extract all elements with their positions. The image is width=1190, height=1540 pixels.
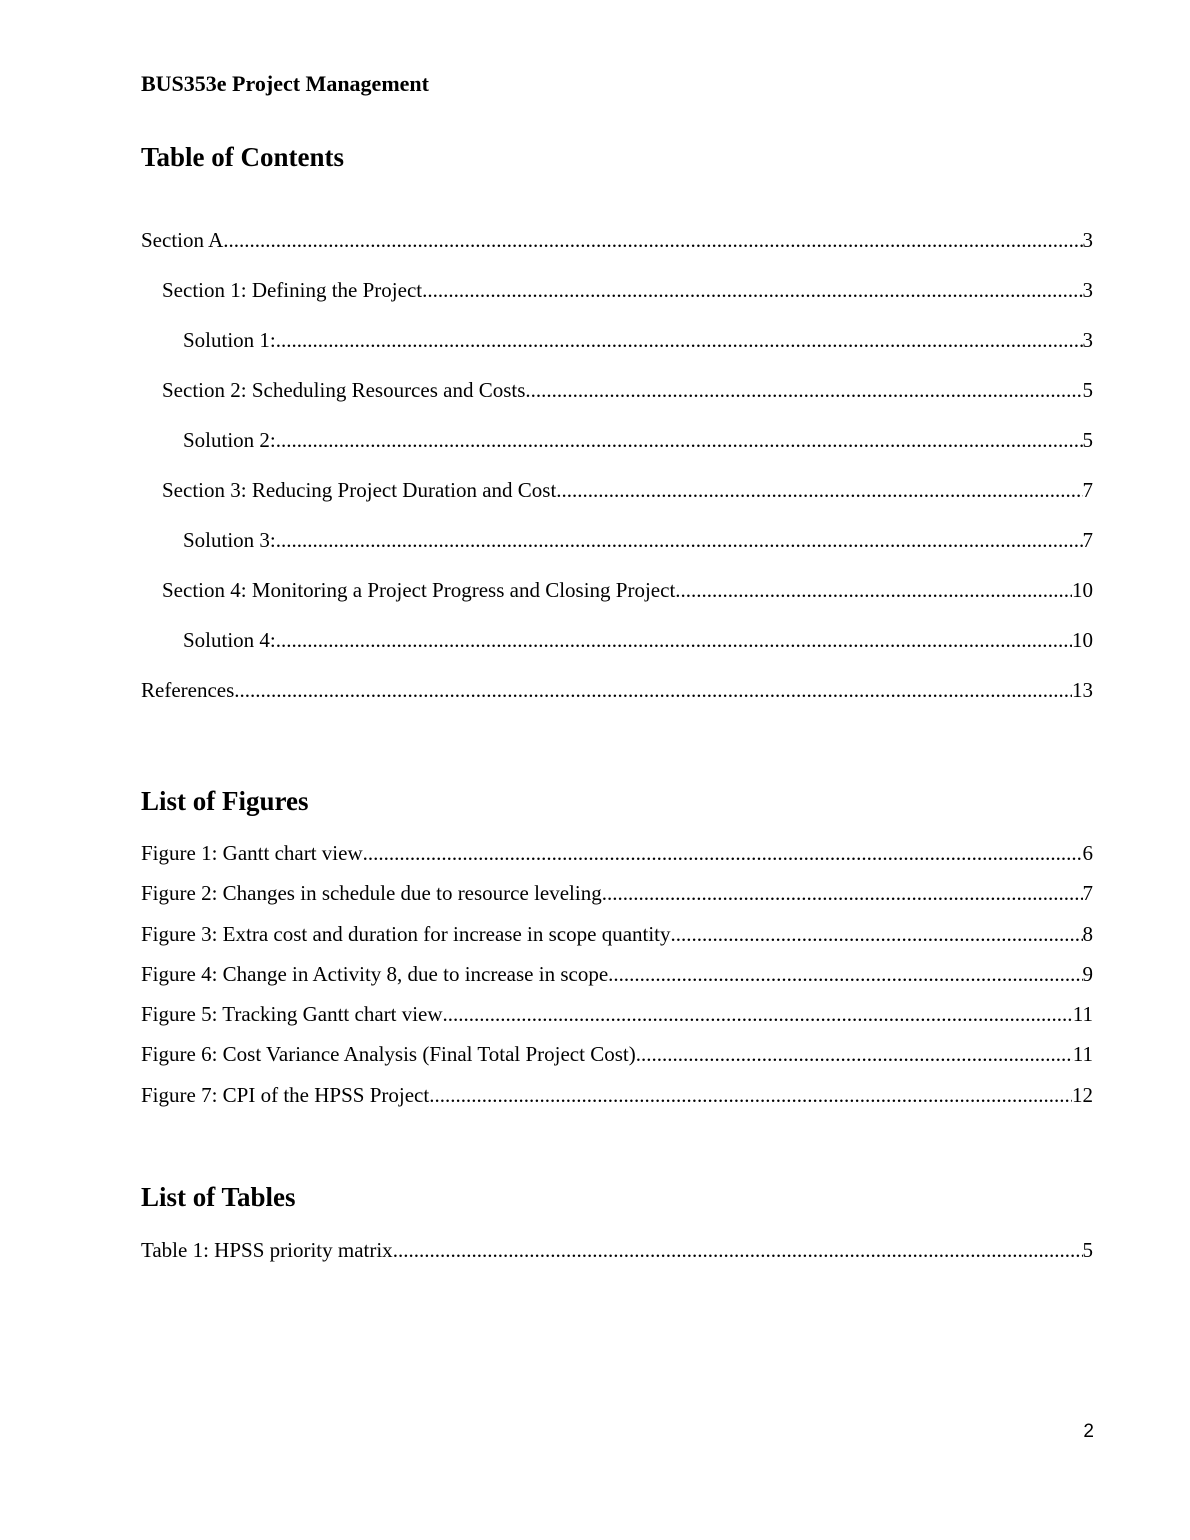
figure-entry-3[interactable]	[141, 921, 1093, 961]
dot-leader	[422, 277, 1082, 303]
toc-entry-page: 3	[1082, 278, 1093, 302]
toc-entry-page: 7	[1082, 528, 1093, 552]
figures-heading: List of Figures	[141, 786, 309, 816]
toc-entry-solution-4[interactable]	[141, 627, 1093, 677]
dot-leader	[276, 527, 1083, 553]
dot-leader	[675, 577, 1072, 603]
toc-entry-label: Solution 1:	[183, 328, 276, 352]
figure-entry-7[interactable]	[141, 1082, 1093, 1122]
toc-entry-label: Section 2: Scheduling Resources and Costs	[162, 378, 526, 402]
figure-entry-2[interactable]	[141, 880, 1093, 920]
toc-entry-page: 10	[1072, 578, 1093, 602]
dot-leader	[223, 227, 1082, 253]
toc-entry-section-a[interactable]	[141, 227, 1093, 277]
figure-entry-label: Figure 4: Change in Activity 8, due to increase in scope	[141, 961, 609, 986]
dot-leader	[363, 840, 1083, 866]
toc-entry-references[interactable]	[141, 677, 1093, 727]
toc-entry-label: Solution 3:	[183, 528, 276, 552]
toc-entry-label: References	[141, 678, 235, 702]
table-entry-label: Table 1: HPSS priority matrix	[141, 1238, 393, 1262]
figure-entry-1[interactable]	[141, 840, 1093, 880]
dot-leader	[276, 627, 1072, 653]
figure-entry-label: Figure 6: Cost Variance Analysis (Final Total Project Cost)	[141, 1042, 636, 1067]
figure-entry-label: Figure 2: Changes in schedule due to resource leveling	[141, 881, 602, 906]
toc-entry-label: Solution 2:	[183, 428, 276, 452]
toc-list	[141, 227, 1093, 727]
figure-entry-page: 12	[1072, 1082, 1093, 1107]
toc-entry-page: 3	[1082, 228, 1093, 252]
figure-entry-page: 6	[1082, 841, 1093, 865]
toc-entry-label: Section 1: Defining the Project	[162, 278, 423, 302]
toc-entry-solution-3[interactable]	[141, 527, 1093, 577]
dot-leader	[429, 1082, 1072, 1108]
dot-leader	[276, 427, 1083, 453]
figure-entry-6[interactable]	[141, 1041, 1093, 1081]
figure-entry-label: Figure 3: Extra cost and duration for increase in scope quantity	[141, 921, 671, 946]
toc-entry-solution-2[interactable]	[141, 427, 1093, 477]
toc-entry-section-1[interactable]	[141, 277, 1093, 327]
toc-entry-label: Solution 4:	[183, 628, 276, 652]
tables-list	[141, 1237, 1093, 1277]
toc-entry-page: 10	[1072, 628, 1093, 652]
toc-entry-label: Section 4: Monitoring a Project Progress and Closing Project	[162, 578, 676, 602]
dot-leader	[525, 377, 1082, 403]
dot-leader	[671, 921, 1083, 947]
toc-entry-section-2[interactable]	[141, 377, 1093, 427]
dot-leader	[393, 1237, 1083, 1263]
table-entry-page: 5	[1082, 1238, 1093, 1262]
toc-entry-section-3[interactable]	[141, 477, 1093, 527]
table-entry-1[interactable]	[141, 1237, 1093, 1277]
toc-entry-page: 3	[1082, 328, 1093, 352]
figure-entry-page: 8	[1082, 921, 1093, 946]
figure-entry-label: Figure 1: Gantt chart view	[141, 841, 363, 865]
toc-entry-page: 5	[1082, 378, 1093, 402]
figure-entry-page: 9	[1082, 961, 1093, 986]
dot-leader	[602, 880, 1083, 906]
toc-entry-label: Section 3: Reducing Project Duration and Cost	[162, 478, 557, 502]
toc-entry-page: 7	[1082, 478, 1093, 502]
figure-entry-label: Figure 5: Tracking Gantt chart view	[141, 1002, 443, 1027]
toc-entry-label: Section A	[141, 228, 224, 252]
toc-entry-section-4[interactable]	[141, 577, 1093, 627]
toc-entry-page: 13	[1072, 678, 1093, 702]
figure-entry-4[interactable]	[141, 961, 1093, 1001]
figure-entry-5[interactable]	[141, 1001, 1093, 1041]
figures-list	[141, 840, 1093, 1122]
toc-heading: Table of Contents	[141, 142, 345, 172]
running-header: BUS353e Project Management	[141, 71, 429, 96]
figure-entry-page: 11	[1072, 1002, 1093, 1027]
toc-entry-page: 5	[1082, 428, 1093, 452]
dot-leader	[443, 1001, 1073, 1027]
tables-heading: List of Tables	[141, 1182, 296, 1212]
toc-entry-solution-1[interactable]	[141, 327, 1093, 377]
figure-entry-label: Figure 7: CPI of the HPSS Project	[141, 1082, 430, 1107]
dot-leader	[636, 1041, 1073, 1067]
page-number: 2	[1083, 1421, 1094, 1442]
dot-leader	[556, 477, 1082, 503]
figure-entry-page: 7	[1082, 881, 1093, 906]
dot-leader	[234, 677, 1072, 703]
dot-leader	[276, 327, 1083, 353]
figure-entry-page: 11	[1072, 1042, 1093, 1067]
dot-leader	[608, 961, 1082, 987]
